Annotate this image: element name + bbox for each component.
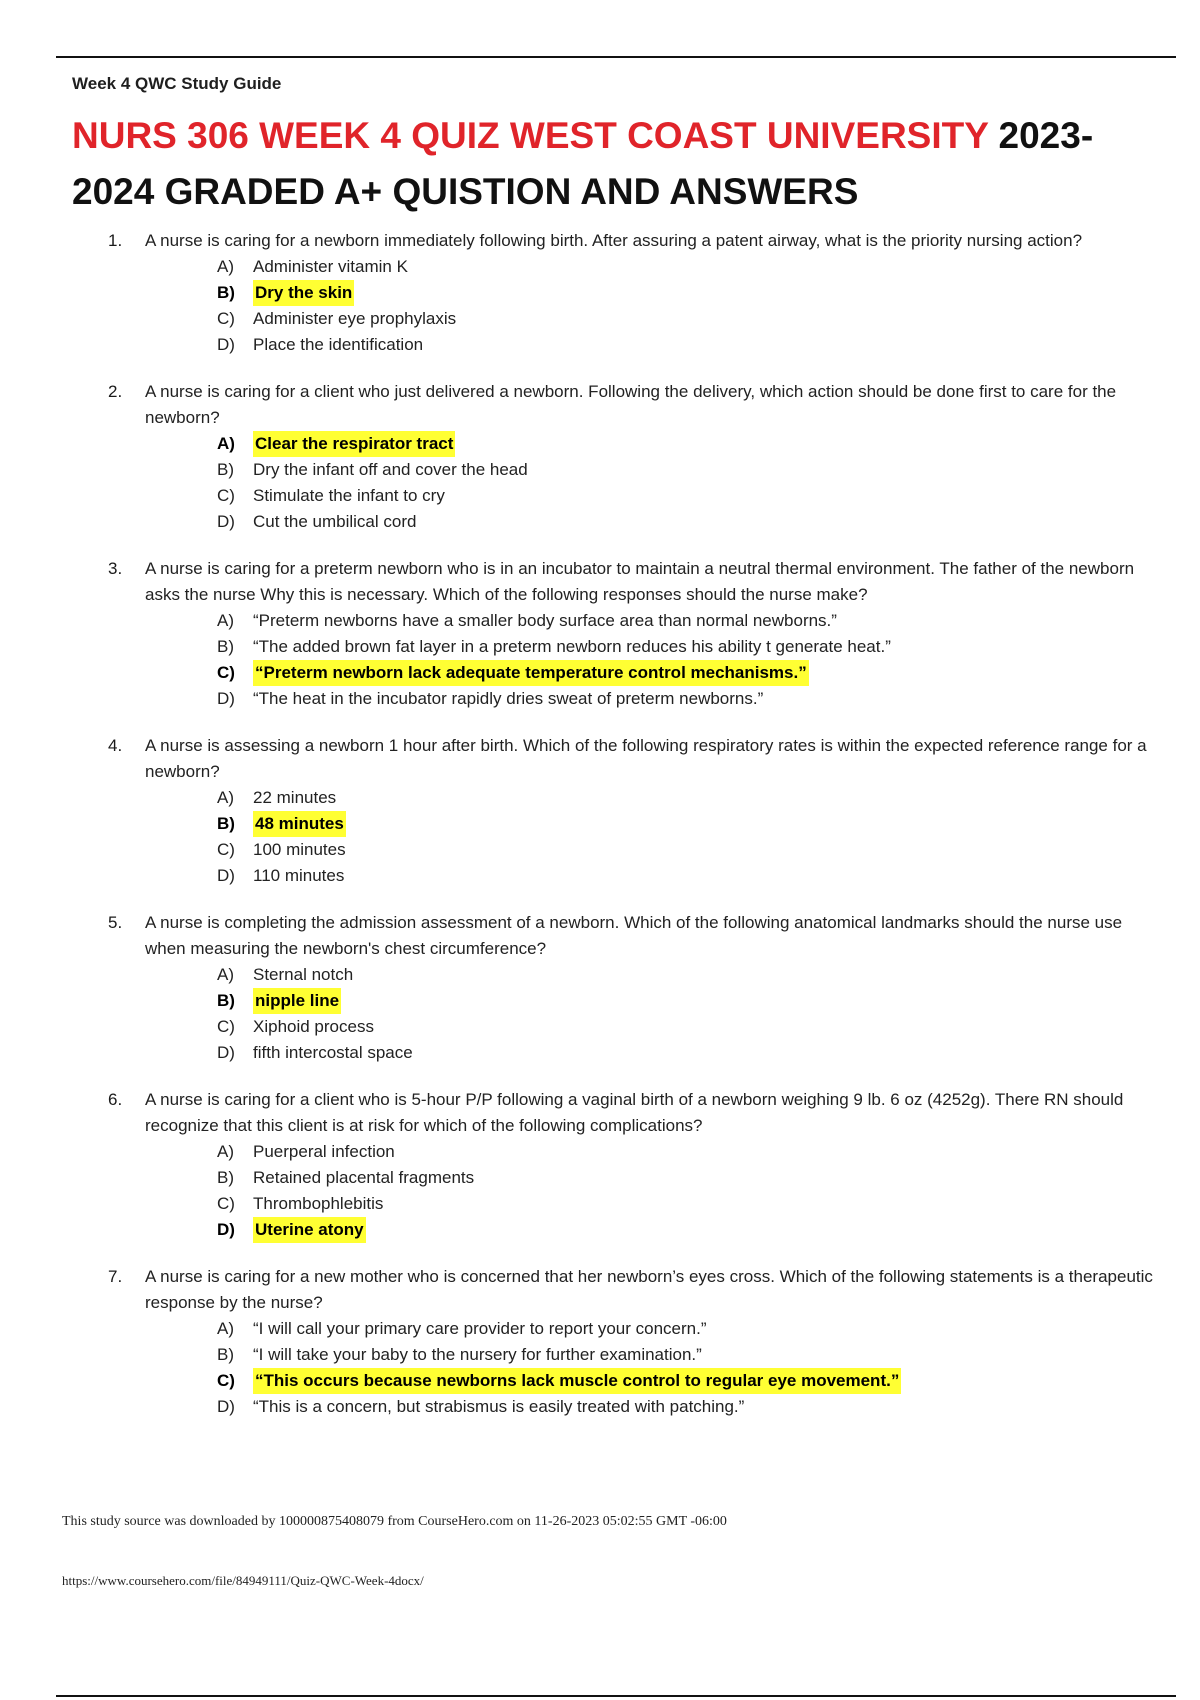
option-text: Uterine atony <box>253 1217 366 1243</box>
question-item <box>0 379 1200 535</box>
option-letter: C) <box>217 1017 235 1036</box>
document-header: Week 4 QWC Study Guide <box>72 74 282 93</box>
option-text: “Preterm newborns have a smaller body surface area than normal newborns.” <box>253 611 837 630</box>
answer-option-correct <box>217 280 1200 306</box>
answer-option <box>217 483 1200 509</box>
option-letter: B) <box>217 814 235 833</box>
answer-option-correct <box>217 1217 1200 1243</box>
option-letter: A) <box>217 611 234 630</box>
source-url[interactable]: https://www.coursehero.com/file/84949111/Quiz-QWC-Week-4docx/ <box>62 1573 424 1588</box>
option-letter: B) <box>217 1168 234 1187</box>
answer-option <box>217 837 1200 863</box>
option-text: Xiphoid process <box>253 1017 374 1036</box>
option-text: “I will call your primary care provider to report your concern.” <box>253 1319 707 1338</box>
option-letter: B) <box>217 460 234 479</box>
answer-option <box>217 1014 1200 1040</box>
question-item <box>0 556 1200 712</box>
option-letter: D) <box>217 866 235 885</box>
bottom-rule <box>56 1695 1176 1697</box>
option-letter: C) <box>217 663 235 682</box>
top-rule <box>56 56 1176 58</box>
question-item <box>0 910 1200 1066</box>
option-text: Sternal notch <box>253 965 354 984</box>
question-number: 1. <box>108 231 123 250</box>
answer-option <box>217 1394 1200 1420</box>
option-letter: A) <box>217 965 234 984</box>
option-text: Stimulate the infant to cry <box>253 486 445 505</box>
answer-option <box>217 785 1200 811</box>
option-text: “Preterm newborn lack adequate temperature control mechanisms.” <box>253 660 809 686</box>
answer-option <box>217 1139 1200 1165</box>
option-letter: C) <box>217 1371 235 1390</box>
option-letter: D) <box>217 1397 235 1416</box>
option-letter: B) <box>217 1345 234 1364</box>
question-number: 7. <box>108 1267 123 1286</box>
answer-option <box>217 863 1200 889</box>
option-text: Dry the infant off and cover the head <box>253 460 528 479</box>
option-text: 48 minutes <box>253 811 346 837</box>
option-letter: B) <box>217 991 235 1010</box>
question-text: A nurse is assessing a newborn 1 hour after birth. Which of the following respiratory rates is within the expected reference range for a newborn? <box>145 736 1147 781</box>
option-text: “The heat in the incubator rapidly dries sweat of preterm newborns.” <box>253 689 764 708</box>
answer-option <box>217 608 1200 634</box>
answer-option-correct <box>217 1368 1200 1394</box>
option-text: Cut the umbilical cord <box>253 512 417 531</box>
answer-option <box>217 686 1200 712</box>
option-text: 100 minutes <box>253 840 346 859</box>
answer-option <box>217 457 1200 483</box>
title-subtitle: 2023-2024 GRADED A+ QUISTION AND ANSWERS <box>72 115 1094 212</box>
option-text: Puerperal infection <box>253 1142 395 1161</box>
option-text: “The added brown fat layer in a preterm newborn reduces his ability t generate heat.” <box>253 637 891 656</box>
option-letter: D) <box>217 335 235 354</box>
question-item <box>0 228 1200 358</box>
title-course: NURS 306 WEEK 4 QUIZ WEST COAST UNIVERSITY <box>72 115 989 156</box>
option-text: “This is a concern, but strabismus is easily treated with patching.” <box>253 1397 745 1416</box>
option-text: Clear the respirator tract <box>253 431 455 457</box>
answer-option <box>217 1316 1200 1342</box>
answer-option <box>217 962 1200 988</box>
answer-option <box>217 1040 1200 1066</box>
option-text: nipple line <box>253 988 341 1014</box>
option-letter: A) <box>217 788 234 807</box>
option-letter: D) <box>217 689 235 708</box>
option-letter: B) <box>217 283 235 302</box>
option-text: 110 minutes <box>253 866 345 885</box>
answer-option <box>217 1342 1200 1368</box>
answer-option-correct <box>217 660 1200 686</box>
answer-option <box>217 306 1200 332</box>
answer-option <box>217 254 1200 280</box>
question-number: 6. <box>108 1090 123 1109</box>
option-letter: A) <box>217 1319 234 1338</box>
option-letter: C) <box>217 486 235 505</box>
answer-option <box>217 1191 1200 1217</box>
option-letter: A) <box>217 1142 234 1161</box>
question-item <box>0 733 1200 889</box>
page-title <box>72 108 1152 220</box>
answer-option <box>217 332 1200 358</box>
answer-option <box>217 509 1200 535</box>
option-text: Retained placental fragments <box>253 1168 475 1187</box>
option-letter: C) <box>217 309 235 328</box>
option-text: Dry the skin <box>253 280 354 306</box>
answer-option-correct <box>217 988 1200 1014</box>
option-text: Administer vitamin K <box>253 257 408 276</box>
option-letter: C) <box>217 840 235 859</box>
source-note: This study source was downloaded by 100000875408079 from CourseHero.com on 11-26-2023 05:02:55 GMT -06:00 <box>62 1514 727 1529</box>
option-letter: C) <box>217 1194 235 1213</box>
option-text: 22 minutes <box>253 788 337 807</box>
option-letter: B) <box>217 637 234 656</box>
answer-option <box>217 1165 1200 1191</box>
option-letter: D) <box>217 1220 235 1239</box>
question-number: 4. <box>108 736 123 755</box>
option-letter: A) <box>217 434 235 453</box>
option-text: Administer eye prophylaxis <box>253 309 457 328</box>
question-item <box>0 1264 1200 1420</box>
question-list <box>0 228 1200 1441</box>
question-text: A nurse is caring for a newborn immediately following birth. After assuring a patent airway, what is the priority nursing action? <box>145 231 1083 250</box>
question-item <box>0 1087 1200 1243</box>
option-letter: A) <box>217 257 234 276</box>
question-number: 3. <box>108 559 123 578</box>
option-text: “This occurs because newborns lack muscle control to regular eye movement.” <box>253 1368 901 1394</box>
option-text: Thrombophlebitis <box>253 1194 384 1213</box>
option-text: fifth intercostal space <box>253 1043 413 1062</box>
option-letter: D) <box>217 512 235 531</box>
option-text: “I will take your baby to the nursery for further examination.” <box>253 1345 702 1364</box>
question-text: A nurse is caring for a preterm newborn who is in an incubator to maintain a neutral thermal environment. The father of the newborn asks the nurse Why this is necessary. Which of the following responses should the nurse make? <box>145 559 1135 604</box>
answer-option <box>217 634 1200 660</box>
question-number: 2. <box>108 382 123 401</box>
answer-option-correct <box>217 431 1200 457</box>
question-text: A nurse is caring for a client who is 5-hour P/P following a vaginal birth of a newborn weighing 9 lb. 6 oz (4252g). There RN should recognize that this client is at risk for which of the following complications? <box>145 1090 1124 1135</box>
question-text: A nurse is caring for a new mother who is concerned that her newborn’s eyes cross. Which of the following statements is a therapeutic response by the nurse? <box>145 1267 1153 1312</box>
question-text: A nurse is caring for a client who just delivered a newborn. Following the delivery, which action should be done first to care for the newborn? <box>145 382 1117 427</box>
answer-option-correct <box>217 811 1200 837</box>
option-letter: D) <box>217 1043 235 1062</box>
option-text: Place the identification <box>253 335 424 354</box>
question-number: 5. <box>108 913 123 932</box>
question-text: A nurse is completing the admission assessment of a newborn. Which of the following anatomical landmarks should the nurse use when measuring the newborn's chest circumference? <box>145 913 1123 958</box>
